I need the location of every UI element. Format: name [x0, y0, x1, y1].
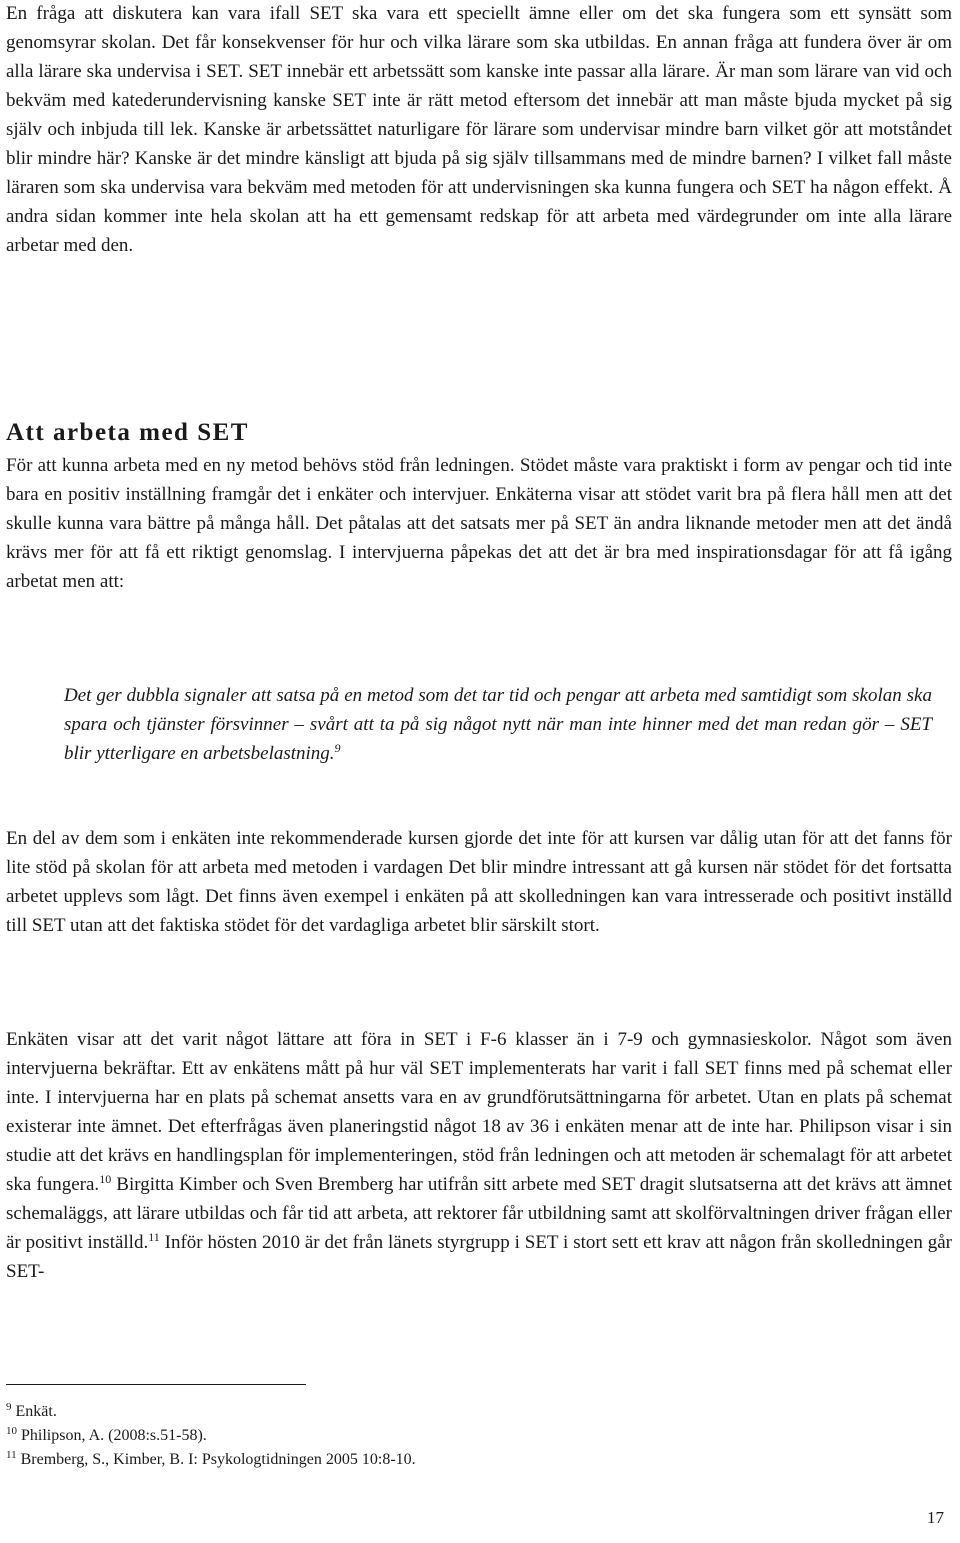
body-paragraph-2: För att kunna arbeta med en ny metod behövs stöd från ledningen. Stödet måste vara praktiskt i form av pengar och tid inte bara en positiv inställning framgår det i enkäter och intervjuer. Enkäterna visar att stödet varit bra på flera håll men att det skulle kunna vara bättre på många håll. Det påtalas att det satsats mer på SET än andra liknande metoder men att det ändå krävs mer för att få ett riktigt genomslag. I intervjuerna påpekas det att det är bra med inspirationsdagar för att få igång arbetat men att: [6, 455, 952, 592]
footnote-text: Bremberg, S., Kimber, B. I: Psykologtidningen 2005 10:8-10. [20, 1451, 416, 1468]
section-heading: Att arbeta med SET [6, 419, 249, 446]
block-quote [64, 681, 932, 768]
footnote-11 [6, 1450, 416, 1470]
footnote-divider [6, 1384, 306, 1385]
footnote-9 [6, 1402, 57, 1422]
footnote-ref-10: 10 [99, 1172, 112, 1186]
footnote-number: 10 [6, 1425, 17, 1437]
body-paragraph-4 [6, 1025, 952, 1286]
paragraph-4-text-c: Inför hösten 2010 är det från länets styrgrupp i SET i stort sett ett krav att någon från skolledningen går SET- [6, 1232, 952, 1282]
paragraph-4-text-a: Enkäten visar att det varit något lättare att föra in SET i F-6 klasser än i 7-9 och gymnasieskolor. Något som även intervjuerna bekräftar. Ett av enkätens mått på hur väl SET implementerats har varit i fall SET finns med på schemat eller inte. I intervjuerna har en plats på schemat ansetts vara en av grundförutsättningarna för arbetet. Utan en plats på schemat existerar inte ämnet. Det efterfrågas även planeringstid något 18 av 36 i enkäten menar att de inte har. Philipson visar i sin studie att det krävs en handlingsplan för implementeringen, stöd från ledningen och att metoden är schemalagt för att arbetet ska fungera. [6, 1029, 952, 1195]
footnote-number: 9 [6, 1401, 12, 1413]
body-paragraph-3: En del av dem som i enkäten inte rekommenderade kursen gjorde det inte för att kursen var dålig utan för att det fanns för lite stöd på skolan för att arbeta med metoden i vardagen Det blir mindre intressant att gå kursen när stödet för det fortsatta arbetet upplevs som lågt. Det finns även exempel i enkäten på att skolledningen kan vara intresserade och positivt inställd till SET utan att det faktiska stödet för det vardagliga arbetet blir särskilt stort. [6, 828, 952, 936]
footnote-ref-9: 9 [334, 741, 341, 755]
paragraph-4-text-b: Birgitta Kimber och Sven Bremberg har utifrån sitt arbete med SET dragit slutsatserna att det krävs att ämnet schemaläggs, att lärare utbildas och får tid att arbeta, att rektorer får utbildning samt att skolförvaltningen driver frågan eller är positivt inställd. [6, 1174, 952, 1253]
footnote-10 [6, 1426, 207, 1446]
footnote-text: Enkät. [15, 1403, 57, 1420]
footnote-text: Philipson, A. (2008:s.51-58). [21, 1427, 207, 1444]
footnote-number: 11 [6, 1449, 17, 1461]
body-paragraph-1: En fråga att diskutera kan vara ifall SET ska vara ett speciellt ämne eller om det ska fungera som ett synsätt som genomsyrar skolan. Det får konsekvenser för hur och vilka lärare som ska utbildas. En annan fråga att fundera över är om alla lärare ska undervisa i SET. SET innebär ett arbetssätt som kanske inte passar alla lärare. Är man som lärare van vid och bekväm med katederundervisning kanske SET inte är rätt metod eftersom det innebär att man måste bjuda mycket på sig själv och inbjuda till lek. Kanske är arbetssättet naturligare för lärare som undervisar mindre barn vilket gör att motståndet blir mindre här? Kanske är det mindre känsligt att bjuda på sig själv tillsammans med de mindre barnen? I vilket fall måste läraren som ska undervisa vara bekväm med metoden för att undervisningen ska kunna fungera och SET ha någon effekt. Å andra sidan kommer inte hela skolan att ha ett gemensamt redskap för att arbeta med värdegrunder om inte alla lärare arbetar med den. [6, 3, 952, 256]
footnote-ref-11: 11 [148, 1230, 160, 1244]
page-number: 17 [927, 1508, 944, 1527]
quote-text: Det ger dubbla signaler att satsa på en metod som det tar tid och pengar att arbeta med samtidigt som skolan ska spara och tjänster försvinner – svårt att ta på sig något nytt när man inte hinner med det man redan gör – SET blir ytterligare en arbetsbelastning. [64, 685, 932, 764]
